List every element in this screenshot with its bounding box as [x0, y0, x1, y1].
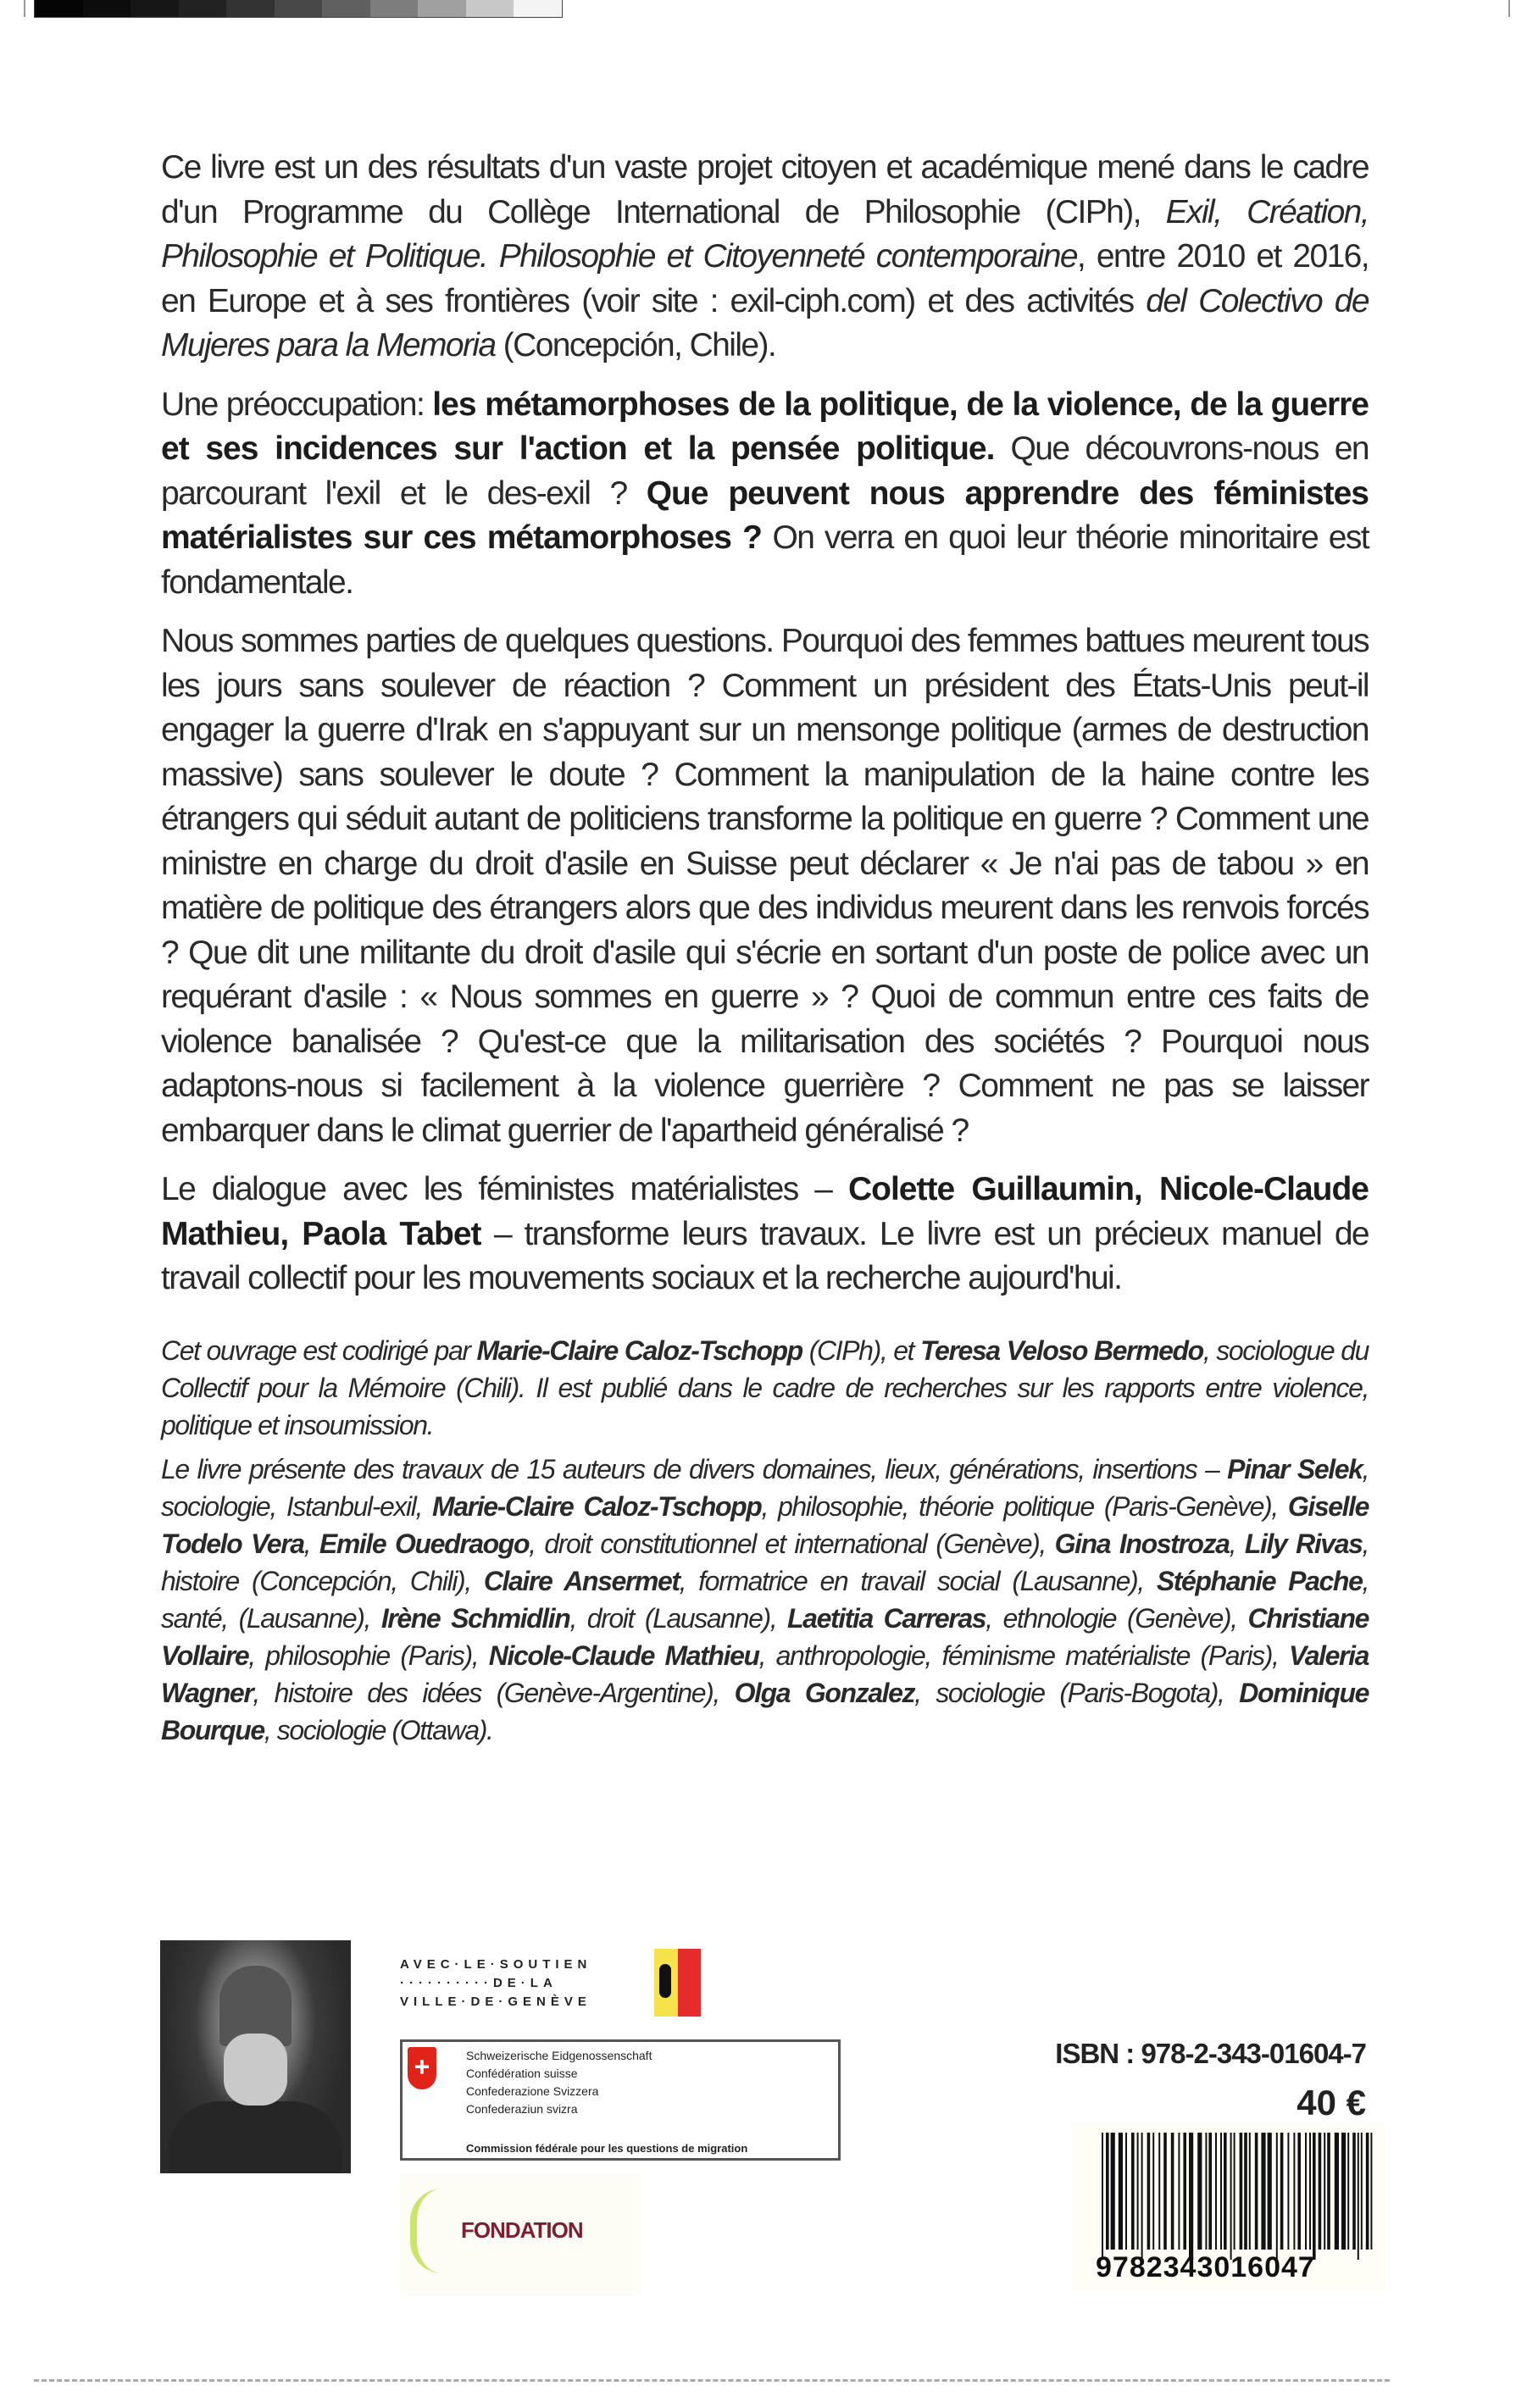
italic-text: del Colectivo de Mujeres para la Memoria [161, 282, 1369, 363]
paragraph [161, 1168, 1369, 1301]
text: (CIPh), et [802, 1334, 921, 1366]
bold-text: Valeria Wagner [161, 1640, 1369, 1708]
barcode-bar [1347, 2133, 1349, 2250]
swiss-line: Confédération suisse [466, 2067, 578, 2080]
barcode-bar [1313, 2133, 1316, 2260]
text: , sociologie, Istanbul-exil, [161, 1453, 1369, 1522]
blurb [161, 146, 1369, 1301]
barcode-bar [1189, 2133, 1193, 2260]
text: , sociologie (Paris-Bogota), [914, 1677, 1240, 1708]
bold-text: Colette Guillaumin, Nicole-Claude Mathieu, Paola Tabet [161, 1171, 1369, 1252]
geneve-logo-text: AVEC·LE·SOUTIEN ··········DE·LA VILLE·DE·GENÈVE [400, 1957, 592, 2009]
text: Une préoccupation: [161, 386, 433, 423]
barcode-bar [1297, 2133, 1301, 2250]
barcode-bar [1335, 2133, 1339, 2250]
barcode-bar [1370, 2133, 1372, 2250]
credits-paragraph [161, 1451, 1369, 1749]
crop-mark [1508, 0, 1510, 17]
bold-text: Marie-Claire Caloz-Tschopp [432, 1490, 762, 1522]
barcode-bar [1106, 2133, 1109, 2250]
text: , anthropologie, féminisme matérialiste (Paris), [758, 1640, 1290, 1671]
text: , philosophie (Paris), [248, 1640, 489, 1671]
bold-text: Marie-Claire Caloz-Tschopp [476, 1334, 802, 1366]
barcode-bar [1261, 2133, 1265, 2250]
barcode-bar [1119, 2133, 1123, 2250]
cover-photo-soldier [160, 1940, 351, 2173]
text: , [303, 1528, 319, 1559]
barcode-bar [1305, 2133, 1307, 2250]
trim-line [34, 2379, 1390, 2382]
barcode-bar [1244, 2133, 1247, 2250]
text: Cet ouvrage est codirigé par [161, 1334, 477, 1366]
fondation-name: FONDATION [461, 2217, 583, 2243]
credits [161, 1332, 1369, 1749]
bold-text: Claire Ansermet [483, 1565, 680, 1596]
bold-text: Dominique Bourque [161, 1677, 1369, 1745]
italic-text: Exil, Création, Philosophie et Politique. Philosophie et Citoyenneté contemporaine [161, 193, 1369, 275]
bold-text: Olga Gonzalez [734, 1677, 915, 1708]
barcode-bar [1183, 2133, 1186, 2250]
bold-text: Nicole-Claude Mathieu [488, 1640, 759, 1671]
bold-text: Teresa Veloso Bermedo [920, 1334, 1203, 1366]
geneva-flag-icon [654, 1949, 701, 2017]
barcode-bar [1147, 2133, 1151, 2250]
barcode-bar [1205, 2133, 1207, 2250]
text: , entre 2010 et 2016, en Europe et à ses frontières (voir site : exil-ciph.com) et des activités [161, 238, 1369, 319]
bold-text: Emile Ouedraogo [319, 1528, 530, 1559]
text: Que découvrons-nous en parcourant l'exil et le des-exil ? [161, 430, 1369, 512]
barcode-bar [1220, 2133, 1222, 2250]
barcode-bar [1309, 2133, 1311, 2250]
barcode-bar [1341, 2133, 1346, 2250]
bold-text: Giselle Todelo Vera [161, 1490, 1369, 1559]
ville-de-geneve-logo [400, 1949, 756, 2017]
barcode-bar [1152, 2133, 1154, 2250]
text: , droit constitutionnel et international (Genève), [529, 1528, 1055, 1559]
fondation-swoosh-icon [410, 2189, 442, 2273]
barcode-bar [1280, 2133, 1284, 2250]
barcode-bar [1158, 2133, 1160, 2250]
bold-text: Pinar Selek [1227, 1453, 1363, 1484]
text: Ce livre est un des résultats d'un vaste projet citoyen et académique mené dans le cadre d'un Programme du Collège International de Philosophie (CIPh), [161, 149, 1369, 230]
swiss-confederation-logo [400, 2039, 841, 2161]
paragraph [161, 619, 1369, 1153]
paragraph [161, 383, 1369, 606]
swiss-line: Schweizerische Eidgenossenschaft [466, 2049, 652, 2062]
barcode-bar [1215, 2133, 1217, 2250]
text: , formatrice en travail social (Lausanne), [679, 1565, 1157, 1596]
text: , sociologue du Collectif pour la Mémoire (Chili). Il est publié dans le cadre de recherches sur les rapports entre violence, politique et insoumission. [161, 1334, 1369, 1440]
barcode-bar [1366, 2133, 1369, 2250]
text: Le dialogue avec les féministes matérialistes – [161, 1171, 848, 1207]
barcode-bar [1111, 2133, 1115, 2250]
credits-paragraph [161, 1332, 1369, 1444]
barcode-bar [1230, 2133, 1232, 2260]
bold-text: Lily Rivas [1244, 1528, 1363, 1559]
barcode-bar [1327, 2133, 1330, 2250]
text: (Concepción, Chile). [495, 327, 776, 363]
barcode-bar [1131, 2133, 1135, 2250]
swiss-cross-icon: + [408, 2047, 436, 2089]
fondation-logo [400, 2173, 641, 2296]
text: , sociologie (Ottawa). [264, 1714, 493, 1745]
color-calibration-strip [34, 0, 563, 18]
paragraph [161, 146, 1369, 369]
barcode-bar [1293, 2133, 1295, 2250]
bold-text: Que peuvent nous apprendre des féministes matérialistes sur ces métamorphoses ? [161, 474, 1369, 556]
bold-text: Irène Schmidlin [380, 1602, 570, 1634]
text: Nous sommes parties de quelques questions. Pourquoi des femmes battues meurent tous les jours sans soulever de réaction ? Comment un président des États-Unis peut-il engager la guerre d'Irak en s'appuyant sur un mensonge politique (armes de destruction massive) sans soulever le doute ? Comment la manipulation de la haine contre les étrangers qui séduit autant de politiciens transforme la politique en guerre ? Comment une ministre en charge du droit d'asile en Suisse peut déclarer « Je n'ai pas de tabou » en matière de politique des étrangers alors que des individus meurent dans les renvois forcés ? Que dit une militante du droit d'asile qui s'écrie en sortant d'un poste de police avec un requérant d'asile : « Nous sommes en guerre » ? Quoi de commun entre ces faits de violence banalisée ? Qu'est-ce que la militarisation des sociétés ? Pourquoi nous adaptons-nous si facilement à la violence guerrière ? Comment ne pas se laisser embarquer dans le climat guerrier de l'apartheid généralisé ? [161, 623, 1369, 1149]
barcode-bar [1268, 2133, 1272, 2250]
barcode-bar [1255, 2133, 1258, 2250]
barcode-bar [1287, 2133, 1289, 2250]
barcode-bar [1171, 2133, 1174, 2250]
price: 40 € [1297, 2083, 1366, 2122]
barcode-bar [1324, 2133, 1325, 2250]
barcode-bar [1358, 2133, 1359, 2260]
barcode-number: 9782343016047 [1096, 2251, 1315, 2283]
swiss-line: Confederaziun svizra [466, 2102, 578, 2116]
barcode-bar [1249, 2133, 1251, 2250]
barcode-bar [1141, 2133, 1143, 2260]
barcode-bar [1102, 2133, 1103, 2260]
barcode-bar [1319, 2133, 1322, 2250]
text: , philosophie, théorie politique (Paris-Genève), [761, 1490, 1288, 1522]
bold-text: Gina Inostroza [1054, 1528, 1230, 1559]
text: , [1229, 1528, 1245, 1559]
crop-mark [24, 0, 25, 17]
barcode-bar [1361, 2133, 1363, 2250]
text: On verra en quoi leur théorie minoritaire est fondamentale. [161, 519, 1369, 601]
barcode-bar [1352, 2133, 1356, 2250]
barcode-bars [1102, 2133, 1373, 2260]
barcode [1072, 2122, 1385, 2292]
bold-text: Stéphanie Pache [1156, 1565, 1363, 1596]
text: , histoire des idées (Genève-Argentine), [253, 1677, 735, 1708]
barcode-bar [1276, 2133, 1278, 2260]
barcode-bar [1178, 2133, 1180, 2250]
barcode-bar [1240, 2133, 1243, 2250]
bold-text: Laetitia Carreras [787, 1602, 986, 1634]
back-cover-text [161, 146, 1369, 1756]
text: , ethnologie (Genève), [986, 1602, 1248, 1634]
barcode-bar [1208, 2133, 1212, 2250]
bold-text: les métamorphoses de la politique, de la violence, de la guerre et ses incidences sur l'action et la pensée politique. [161, 386, 1369, 467]
barcode-bar [1125, 2133, 1127, 2250]
swiss-line: Confederazione Svizzera [466, 2084, 599, 2098]
bold-text: Christiane Vollaire [161, 1602, 1369, 1671]
barcode-bar [1137, 2133, 1139, 2250]
barcode-bar [1163, 2133, 1167, 2250]
text: , histoire (Concepción, Chili), [161, 1528, 1369, 1596]
barcode-bar [1224, 2133, 1227, 2250]
barcode-bar [1197, 2133, 1202, 2250]
text: , droit (Lausanne), [569, 1602, 788, 1634]
swiss-commission: Commission fédérale pour les questions de migration [466, 2142, 748, 2155]
text: , santé, (Lausanne), [161, 1565, 1369, 1634]
text: – transforme leurs travaux. Le livre est un précieux manuel de travail collectif pour les mouvements sociaux et la recherche aujourd'hui. [161, 1215, 1369, 1296]
barcode-bar [1234, 2133, 1235, 2250]
isbn: ISBN : 978-2-343-01604-7 [1055, 2038, 1366, 2069]
text: Le livre présente des travaux de 15 auteurs de divers domaines, lieux, générations, insertions – [161, 1453, 1228, 1484]
